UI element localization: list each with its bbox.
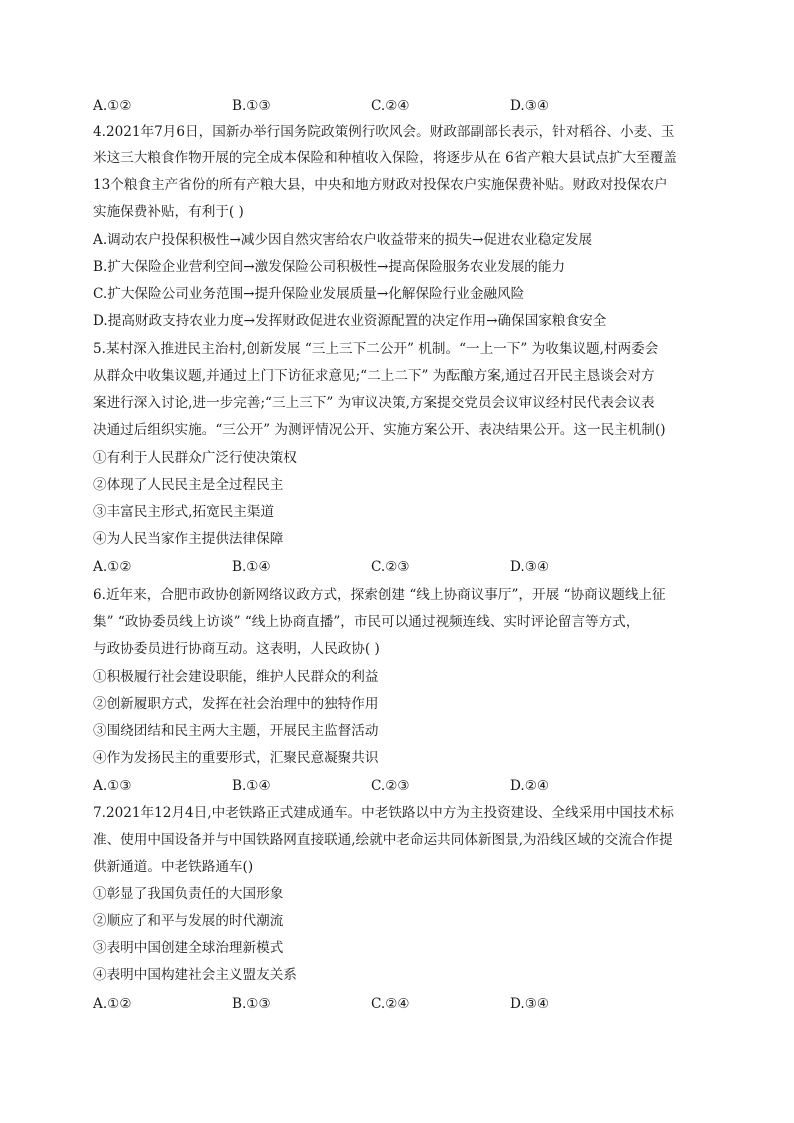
q6-option-a[interactable]: A.①③ — [93, 778, 132, 794]
q7-options — [93, 994, 713, 1014]
q5-option-a[interactable]: A.①② — [93, 559, 132, 575]
q3-option-c[interactable]: C.②④ — [371, 98, 410, 114]
q3-options — [93, 96, 713, 116]
q6-options — [93, 776, 713, 796]
q4-stem-line: 实施保费补贴，有利于( ) — [93, 204, 244, 220]
q4-choice-c[interactable]: C.扩大保险公司业务范围→提升保险业发展质量→化解保险行业金融风险 — [93, 286, 525, 302]
q6-option-b[interactable]: B.①④ — [232, 778, 271, 794]
q7-item-2: ②顺应了和平与发展的时代潮流 — [93, 913, 284, 929]
q6-item-2: ②创新履职方式，发挥在社会治理中的独特作用 — [93, 696, 379, 712]
q4-choice-a[interactable]: A.调动农户投保积极性→减少因自然灾害给农户收益带来的损失→促进农业稳定发展 — [93, 232, 593, 248]
q7-item-1: ①彰显了我国负责任的大国形象 — [93, 886, 284, 902]
q7-stem-line: 准、使用中国设备并与中国铁路网直接联通,绘就中老命运共同体新图景,为沿线区域的交流合作提 — [93, 832, 673, 848]
q3-option-d[interactable]: D.③④ — [510, 98, 550, 114]
q5-item-1: ①有利于人民群众广泛行使决策权 — [93, 450, 297, 466]
q7-item-4: ④表明中国构建社会主义盟友关系 — [93, 967, 297, 983]
q5-stem-line: 案进行深入讨论,进一步完善;“三上三下” 为审议决策,方案提交党员会议审议经村民代表会议表 — [93, 395, 655, 411]
q6-stem-line: 6.近年来，合肥市政协创新网络议政方式，探索创建 “线上协商议事厅”，开展 “协商议题线上征 — [93, 587, 666, 603]
q5-options — [93, 557, 713, 577]
q4-choice-d[interactable]: D.提高财政支持农业力度→发挥财政促进农业资源配置的决定作用→确保国家粮食安全 — [93, 313, 607, 329]
q3-option-b[interactable]: B.①③ — [232, 98, 271, 114]
q3-option-a[interactable]: A.①② — [93, 98, 132, 114]
q6-item-1: ①积极履行社会建设职能，维护人民群众的利益 — [93, 669, 379, 685]
q6-item-4: ④作为发扬民主的重要形式，汇聚民意凝聚共识 — [93, 750, 379, 766]
q4-stem-line: 13个粮食主产省份的所有产粮大县，中央和地方财政对投保农户实施保费补贴。财政对投保农户 — [93, 177, 668, 193]
q5-stem-line: 决通过后组织实施。“三公开” 为测评情况公开、实施方案公开、表决结果公开。这一民主机制() — [93, 422, 666, 438]
q4-choice-b[interactable]: B.扩大保险企业营利空间→激发保险公司积极性→提高保险服务农业发展的能力 — [93, 259, 566, 275]
q5-option-b[interactable]: B.①④ — [232, 559, 271, 575]
q7-option-c[interactable]: C.②④ — [371, 996, 410, 1012]
q7-stem-line: 7.2021年12月4日,中老铁路正式建成通车。中老铁路以中方为主投资建设、全线采用中国技术标 — [93, 805, 674, 821]
q6-option-c[interactable]: C.②③ — [371, 778, 410, 794]
q4-stem-line: 4.2021年7月6日，国新办举行国务院政策例行吹风会。财政部副部长表示，针对稻谷、小麦、玉 — [93, 124, 675, 140]
q5-item-4: ④为人民当家作主提供法律保障 — [93, 531, 284, 547]
q6-option-d[interactable]: D.②④ — [510, 778, 550, 794]
q5-stem-line: 5.某村深入推进民主治村,创新发展 “三上三下二公开” 机制。“一上一下” 为收集议题,村两委会 — [93, 341, 659, 357]
q7-option-a[interactable]: A.①② — [93, 996, 132, 1012]
q5-option-d[interactable]: D.③④ — [510, 559, 550, 575]
q5-option-c[interactable]: C.②③ — [371, 559, 410, 575]
q5-stem-line: 从群众中收集议题,并通过上门下访征求意见;“二上二下” 为酝酿方案,通过召开民主恳谈会对方 — [93, 368, 655, 384]
q7-option-b[interactable]: B.①③ — [232, 996, 271, 1012]
q5-item-2: ②体现了人民民主是全过程民主 — [93, 477, 284, 493]
q7-item-3: ③表明中国创建全球治理新模式 — [93, 940, 284, 956]
q7-stem-line: 供新通道。中老铁路通车() — [93, 859, 254, 875]
q6-item-3: ③围绕团结和民主两大主题，开展民主监督活动 — [93, 723, 379, 739]
q5-item-3: ③丰富民主形式,拓宽民主渠道 — [93, 504, 275, 520]
q7-option-d[interactable]: D.③④ — [510, 996, 550, 1012]
q6-stem-line: 与政协委员进行协商互动。这表明，人民政协( ) — [93, 641, 380, 657]
q4-stem-line: 米这三大粮食作物开展的完全成本保险和种植收入保险，将逐步从在 6省产粮大县试点扩大至覆盖 — [93, 150, 677, 166]
q6-stem-line: 集” “政协委员线上访谈” “线上协商直播”，市民可以通过视频连线、实时评论留言等方式， — [93, 614, 640, 630]
